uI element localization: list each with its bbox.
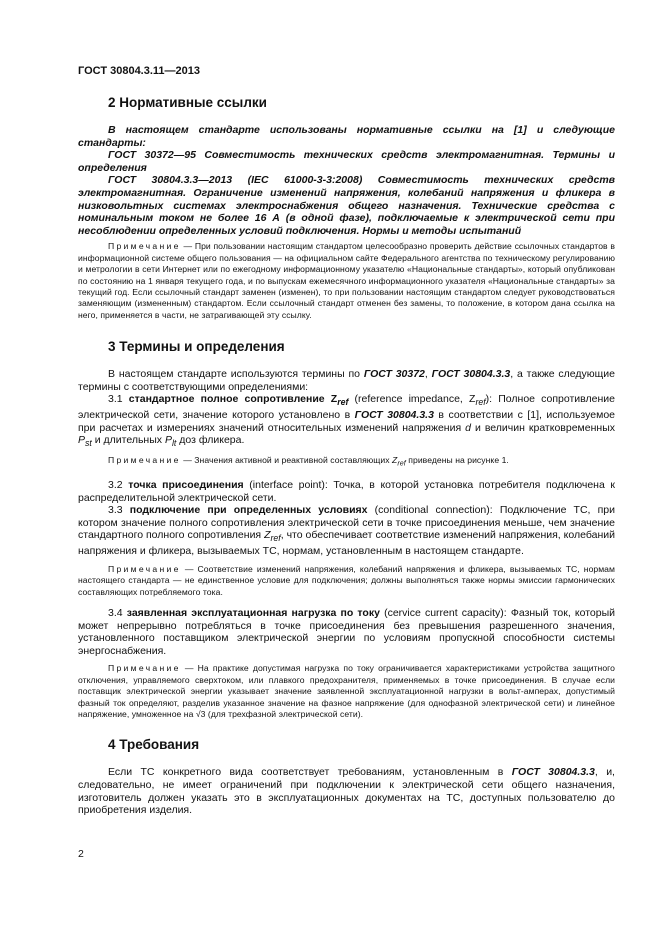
reference-gost-30804-3-3: ГОСТ 30804.3.3—2013 (IEC 61000-3-3:2008) Совместимость технических средств электромагнитная. Ограничение изменений напряжения, колебаний напряжения и фликера в низковольтных системах электроснабжения общего назначения. Технические средства с номинальным током не более 16 А (в одной фазе), подключаемые к электрической сети при несоблюдении определенных условий подключения. Нормы и методы испытаний	[78, 174, 615, 237]
page-content	[78, 64, 615, 817]
term-3-3-name: подключение при определенных условиях	[129, 504, 368, 517]
section-2-note	[78, 241, 615, 321]
term-3-4-name: заявленная эксплуатационная нагрузка по току	[126, 606, 380, 619]
document-code-header: ГОСТ 30804.3.11—2013	[78, 65, 201, 77]
note-label: Примечание	[108, 241, 181, 252]
term-3-3: 3.3 подключение при определенных условиях (conditional connection): Подключение ТС, при котором значение полного сопротивления электрической сети в точке присоединения меньше, чем значение стандартного полного сопротивления $Z_{ref}$, что обеспечивает соответствие изменений напряжения, колебаний напряжения и фликера, вызываемых ТС, нормам, установленным в настоящем стандарте.	[78, 504, 616, 558]
page-number: 2	[78, 848, 84, 860]
sqrt-3-symbol: √3	[195, 708, 206, 719]
note-3-3: Примечание — Соответствие изменений напряжения, колебаний напряжения и фликера, вызываемых ТС, нормам настоящего стандарта — не единственное условие для подключения; должны выполняться также нормы эмиссии гармонических составляющих потребляемого тока.	[78, 563, 615, 597]
reference-gost-30372: ГОСТ 30372—95 Совместимость технических средств электромагнитная. Термины и определения	[78, 149, 615, 174]
section-3-intro: В настоящем стандарте используются термины по ГОСТ 30372, ГОСТ 30804.3.3, а также следующие термины с соответствующими определениями:	[78, 368, 616, 393]
term-3-1-name: стандартное полное сопротивление Z	[128, 393, 338, 406]
section-2-intro: В настоящем стандарте использованы нормативные ссылки на [1] и следующие стандарты:	[78, 124, 615, 149]
term-3-2: 3.2 точка присоединения (interface point): Точка, в которой установка потребителя подключена к распределительной электрической сети.	[78, 479, 616, 504]
term-3-1: 3.1 стандартное полное сопротивление $Z_{ref}$ (reference impedance, $Z_{ref}$): Полное сопротивление электрической сети, значение которого установлено в ГОСТ 30804.3.3 в соответствии с [1], используемое при расчетах и измерениях значений относительных изменений напряжения d и величин кратковременных $P_{st}$ и длительных $P_{lt}$ доз фликера.	[78, 393, 616, 449]
note-3-4: Примечание — На практике допустимая нагрузка по току ограничивается характеристиками устройства защитного отключения, управляемого сверхтоком, или плавкого предохранителя, применяемых в точке присоединения. В случае если поставщик электрической энергии указывает значение заявленной эксплуатационной нагрузки в вольт-амперах, допустимый фазный ток определяют, разделив указанное значение на фазное напряжение (для однофазной электрической сети) и линейное напряжение, умноженное на √3 (для трехфазной электрической сети).	[78, 663, 615, 719]
section-4-heading: 4 Требования	[108, 737, 200, 753]
note-3-1: Примечание — Значения активной и реактивной составляющих $Z_{ref}$ приведены на рисунке 1.	[108, 454, 509, 468]
note-text: — При пользовании настоящим стандартом целесообразно проверить действие ссылочных стандартов в информационной системе общего пользования — на официальном сайте Федерального агентства по техническому регулированию и метрологии в сети Интернет или по ежегодному информационному указателю «Национальные стандарты», который опубликован по состоянию на 1 января текущего года, и по выпускам ежемесячного информационного указателя «Национальные стандарты» за текущий год. Если ссылочный стандарт заменен (изменен), то при пользовании настоящим стандартом следует руководствоваться заменяющим (измененным) стандартом. Если ссылочный стандарт отменен без замены, то положение, в котором дана ссылка на него, применяется в части, не затрагивающей эту ссылку.	[78, 241, 615, 320]
section-4-text: Если ТС конкретного вида соответствует требованиям, установленным в ГОСТ 30804.3.3, и, следовательно, не имеет ограничений при подключении к электрической сети общего назначения, изготовитель должен указать это в эксплуатационных документах на ТС, доступных пользователю до приобретения изделия.	[78, 766, 615, 817]
section-3-heading: 3 Термины и определения	[108, 339, 285, 355]
section-2-heading: 2 Нормативные ссылки	[108, 95, 267, 110]
term-3-2-name: точка присоединения	[128, 479, 244, 492]
term-3-4: 3.4 заявленная эксплуатационная нагрузка по току (cervice current capacity): Фазный ток, который может непрерывно потребляться в точке присоединения без превышения разрешенного значения, установленного поставщиком электрической энергии по условиям пропускной способности системы энергоснабжения.	[78, 606, 616, 657]
